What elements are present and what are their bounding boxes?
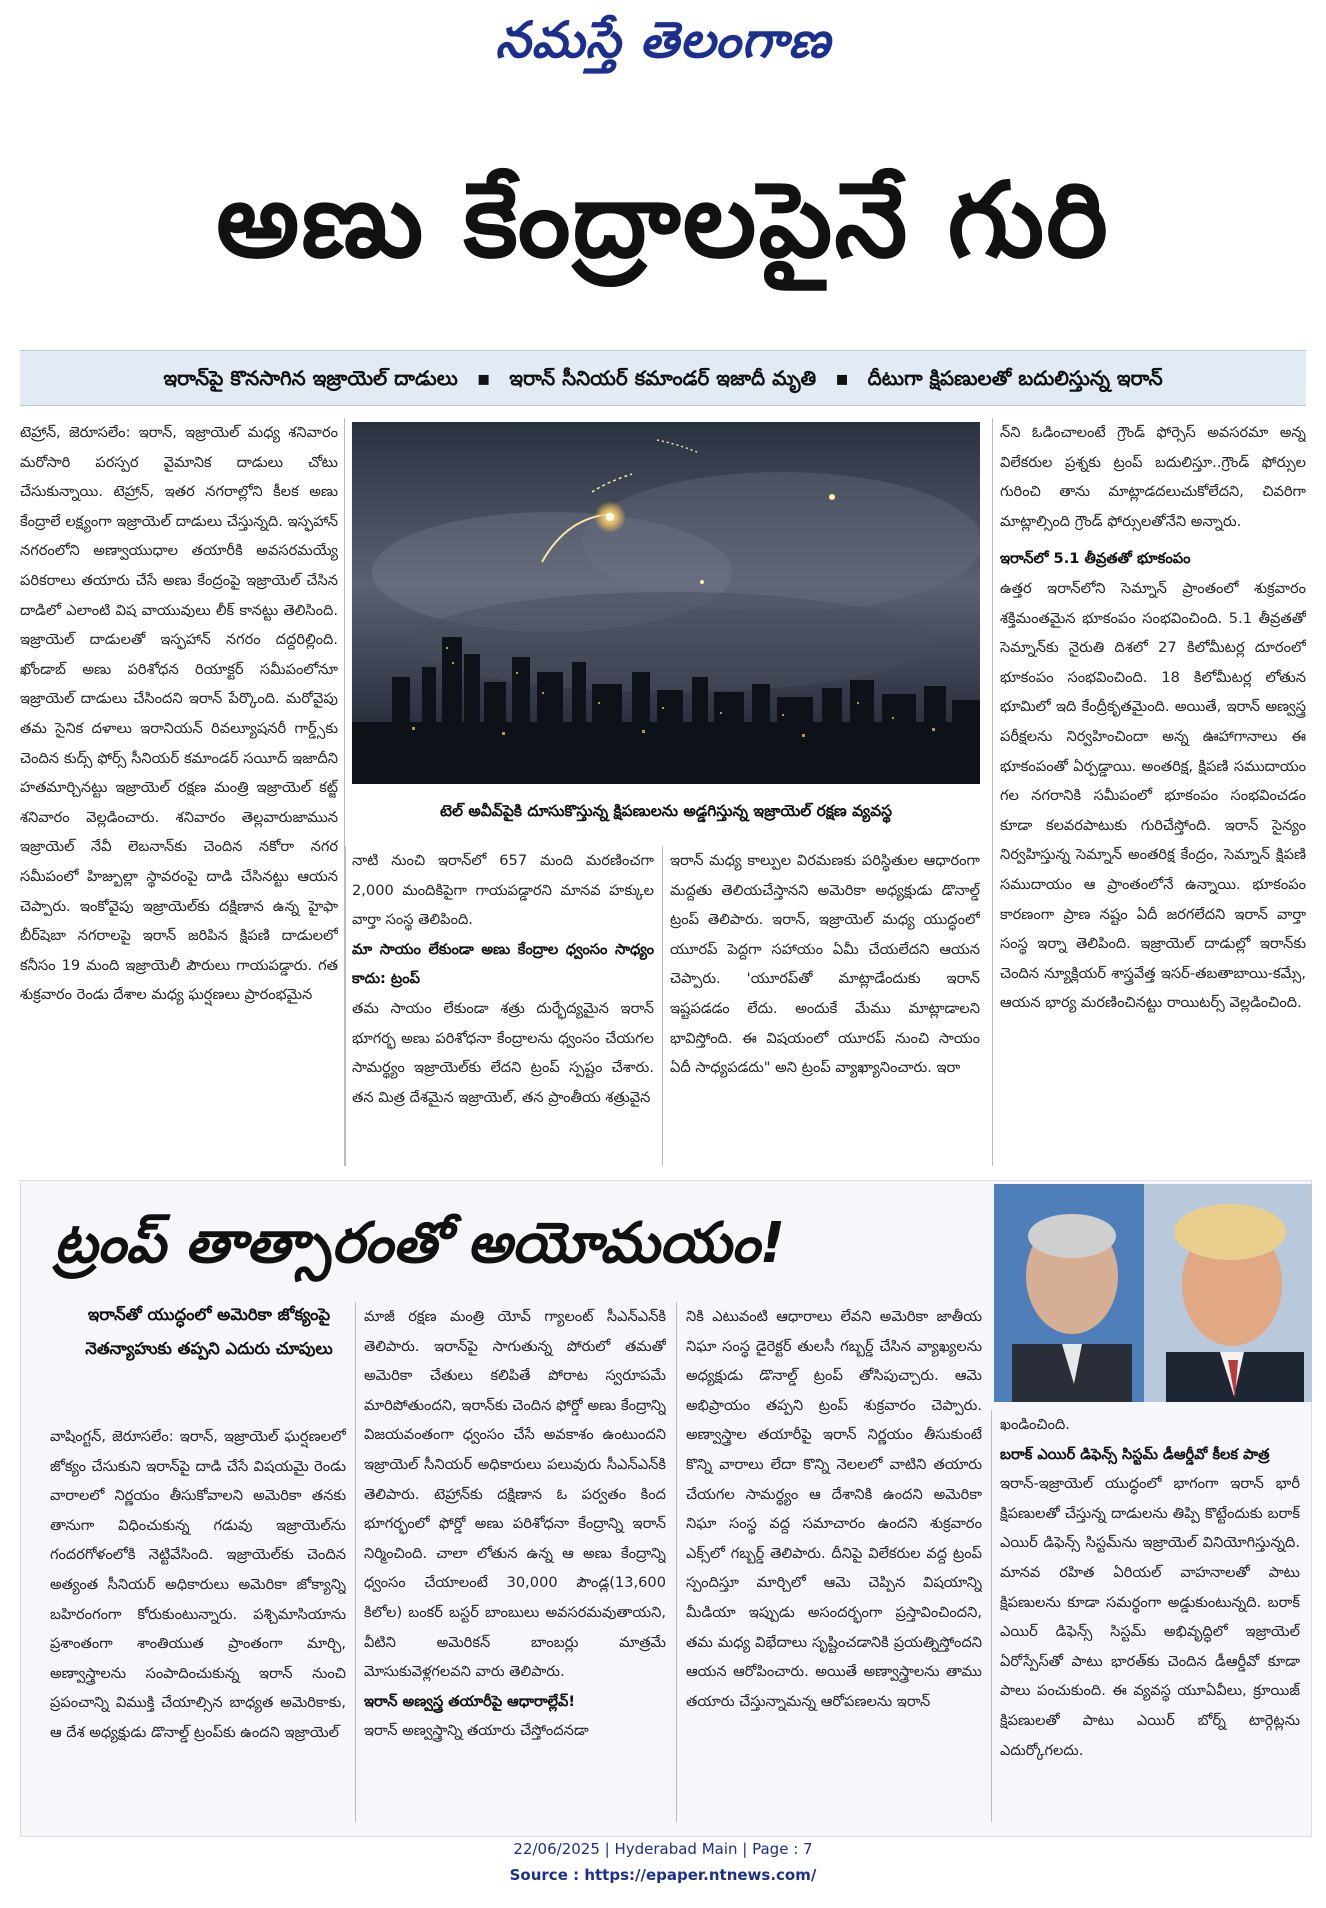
subhead-separator: ▪	[835, 366, 849, 390]
lead-column-2	[352, 846, 654, 1166]
second-column-4-text: ఖండించింది.	[1000, 1416, 1070, 1433]
footer-edition-line: 22/06/2025 | Hyderabad Main | Page : 7	[513, 1840, 813, 1858]
second-column-2-text: మాజీ రక్షణ మంత్రి యోవ్ గ్యాలంట్ సీఎన్ఎన్‌కి తెలిపారు. ఇరాన్‌పై సాగుతున్న పోరులో తమతో అమెరికా చేతులు కలిపితే పోరాట స్వరూపమే మారిపోతుందని, ఇరాన్‌కు చెందిన ఫోర్డో అణు కేంద్రాన్ని విజయవంతంగా ధ్వంసం చేసే అవకాశం ఉంటుందని ఇజ్రాయెల్ సీనియర్ అధికారులు పలువురు సీఎన్ఎన్‌కి తెలిపారు. టెహ్రాన్‌కు దక్షిణాన ఓ పర్వతం కింద భూగర్భంలో ఫోర్డో అణు పరిశోధనా కేంద్రాన్ని ఇరాన్ నిర్మించింది. చాలా లోతున ఉన్న ఆ అణు కేంద్రాన్ని ధ్వంసం చేయాలంటే 30,000 పౌండ్ల(13,600 కిలోల) బంకర్ బస్టర్ బాంబులు అవసరమవుతాయని, వీటిని అమెరికన్ బాంబర్లు మాత్రమే మోసుకువెళ్లగలవని వారు తెలిపారు.	[364, 1308, 666, 1681]
second-column-3-text: నికి ఎటువంటి ఆధారాలు లేవని అమెరికా జాతీయ నిఘా సంస్థ డైరెక్టర్ తులసీ గబ్బర్డ్ చేసిన వ్యాఖ్యలను అధ్యక్షుడు డొనాల్డ్ ట్రంప్ తోసిపుచ్చారు. ఆమె అభిప్రాయం తప్పని ట్రంప్ శుక్రవారం చెప్పారు. అణ్వాస్త్రాల తయారీపై ఇరాన్ నిర్ణయం తీసుకుంటే కొన్ని వారాలు లేదా కొన్ని నెలలలో వాటిని తయారు చేయగల సామర్థ్యం ఆ దేశానికి ఉందని అమెరికా నిఘా సంస్థ వద్ద సమాచారం ఉందని శుక్రవారం ఎక్స్‌లో గబ్బర్డ్ తెలిపారు. దీనిపై విలేకరుల వద్ద ట్రంప్ స్పందిస్తూ మార్చిలో ఆమె చెప్పిన విషయాన్ని మీడియా ఇప్పుడు అసందర్భంగా ప్రస్తావించిందని, తమ మధ్య విభేదాలు సృష్టించడానికి ప్రయత్నిస్తోందని ఆయన ఆరోపించారు. అయితే అణ్వాస్త్రాలను తాము తయారు చేస్తున్నామన్న ఆరోపణలను ఇరాన్	[686, 1308, 982, 1710]
lead-column-2-subhead: మా సాయం లేకుండా అణు కేంద్రాల ధ్వంసం సాధ్యం కాదు: ట్రంప్	[352, 940, 654, 988]
second-column-4-subhead: బరాక్ ఎయిర్ డిఫెన్స్ సిస్టమ్ డీఆర్డీవో కీలక పాత్ర	[1000, 1445, 1270, 1463]
second-column-1	[50, 1422, 346, 1822]
lead-column-3-text: ఇరాన్ మధ్య కాల్పుల విరమణకు పరిస్థితుల ఆధారంగా మద్దతు తెలియచేస్తానని అమెరికా అధ్యక్షుడు డొనాల్డ్ ట్రంప్ తెలిపారు. ఇరాన్, ఇజ్రాయెల్ మధ్య యుద్ధంలో యూరప్ పెద్దగా సహాయం ఏమీ చేయలేదని ఆయన చెప్పారు. 'యూరప్‌తో మాట్లాడేందుకు ఇరాన్ ఇష్టపడడం లేదు. అందుకే మేము మాట్లాడాలని భావిస్తోంది. ఈ విషయంలో యూరప్ నుంచి సాయం ఏదీ సాధ్యపడదు" అని ట్రంప్ వ్యాఖ్యానించారు. ఇరా	[670, 852, 980, 1077]
lead-column-3	[670, 846, 980, 1166]
second-column-2-text-cont: ఇరాన్ అణ్వస్త్రాన్ని తయారు చేస్తోందనడా	[364, 1722, 589, 1740]
lead-column-4-subhead: ఇరాన్‌లో 5.1 తీవ్రతతో భూకంపం	[1000, 550, 1191, 568]
lead-column-2-text: నాటి నుంచి ఇరాన్‌లో 657 మంది మరణించగా 2,000 మందికిపైగా గాయపడ్డారని మానవ హక్కుల వార్తా సంస్థ తెలిపింది.	[352, 852, 654, 929]
column-divider	[662, 846, 663, 1166]
lead-subhead-1: ఇరాన్‌పై కొనసాగిన ఇజ్రాయెల్ దాడులు	[163, 366, 458, 390]
lead-column-1	[20, 418, 338, 1166]
second-story-headline: ట్రంప్ తాత్సారంతో అయోమయం!	[54, 1211, 786, 1276]
lead-subhead-bar	[20, 350, 1306, 406]
second-column-1-text: వాషింగ్టన్, జెరూసలేం: ఇరాన్, ఇజ్రాయెల్ ఘర్షణలలో జోక్యం చేసుకుని ఇరాన్‌పై దాడి చేసే విషయమై రెండు వారాలలో నిర్ణయం తీసుకోవాలని అమెరికా తనకు తానుగా విధించుకున్న గడువు ఇజ్రాయెల్‌ను గందరగోళంలోకి నెట్టివేసింది. ఇజ్రాయెల్‌కు చెందిన అత్యంత సీనియర్ అధికారులు అమెరికా జోక్యాన్ని బహిరంగంగా కోరుకుంటున్నారు. పశ్చిమాసియాను ప్రశాంతంగా శాంతియుత ప్రాంతంగా మార్చి, అణ్వాస్త్రాలను సంపాదించుకున్న ఇరాన్ నుంచి ప్రపంచాన్ని విముక్తి చేయాల్సిన బాధ్యత అమెరికాకు, ఆ దేశ అధ్యక్షుడు డొనాల్డ్ ట్రంప్‌కు ఉందని ఇజ్రాయెల్	[50, 1428, 346, 1741]
second-story-deck: ఇరాన్‌తో యుద్ధంలో అమెరికా జోక్యంపై నెతన్యాహుకు తప్పని ఎదురు చూపులు	[85, 1305, 333, 1358]
subhead-separator: ▪	[476, 366, 491, 390]
lead-headline: అణు కేంద్రాలపైనే గురి	[216, 159, 1110, 281]
column-divider	[991, 1410, 992, 1822]
masthead-logo: నమస్తే తెలంగాణ	[495, 10, 831, 69]
night-skyline-image	[352, 422, 980, 784]
second-column-4-text-cont: ఇరాన్-ఇజ్రాయెల్ యుద్ధంలో భాగంగా ఇరాన్ భారీ క్షిపణులతో చేస్తున్న దాడులను తిప్పి కొట్టేందుకు బరాక్ ఎయిర్ డిఫెన్స్ సిస్టమ్‌ను ఇజ్రాయెల్ వినియోగిస్తున్నది. మానవ రహిత ఏరియల్ వాహనాలతో పాటు క్షిపణులను కూడా సమర్థంగా అడ్డుకుంటున్నది. బరాక్ ఎయిర్ డిఫెన్స్ సిస్టమ్ అభివృద్ధిలో ఇజ్రాయెల్ ఏరోస్పేస్‌తో పాటు భారత్‌కు చెందిన డీఆర్డీవో కూడా పాలు పంచుకుంది. ఈ వ్యవస్థ యూఏవీలు, క్రూయిజ్ క్షిపణులతో పాటు ఎయిర్ బోర్న్ టార్గెట్లను ఎదుర్కోగలదు.	[1000, 1475, 1300, 1759]
photo-caption: టెల్ అవీవ్‌పైకి దూసుకొస్తున్న క్షిపణులను అడ్డగిస్తున్న ఇజ్రాయెల్ రక్షణ వ్యవస్థ	[352, 784, 980, 838]
leaders-portrait-image	[994, 1184, 1312, 1402]
second-column-2	[364, 1302, 666, 1822]
column-divider	[992, 418, 993, 1166]
lead-subhead-line	[20, 351, 1306, 405]
lead-column-1-text: టెహ్రాన్, జెరూసలేం: ఇరాన్, ఇజ్రాయెల్ మధ్య శనివారం మరోసారి పరస్పర వైమానిక దాడులు చోటు చేసుకున్నాయి. టెహ్రాన్, ఇతర నగరాల్లోని కీలక అణు కేంద్రాలే లక్ష్యంగా ఇజ్రాయెల్ దాడులు చేస్తున్నది. ఇస్ఫహాన్ నగరంలోని అణ్వాయుధాల తయారీకి అవసరమయ్యే పరికరాలు తయారు చేసే అణు కేంద్రంపై ఇజ్రాయెల్ చేసిన దాడిలో ఎలాంటి విష వాయువులు లీక్ కానట్టు తెలిసింది. ఇజ్రాయెల్ దాడులతో ఇస్ఫహాన్ నగరం దద్దరిల్లింది. ఖోండాబ్ అణు పరిశోధన రియాక్టర్ సమీపంలోనూ ఇజ్రాయెల్ దాడులు చేసిందని ఇరాన్ పేర్కొంది. మరోవైపు తమ సైనిక దళాలు ఇరానియన్ రివల్యూషనరీ గార్డ్స్‌కు చెందిన కుద్స్ ఫోర్స్ సీనియర్ కమాండర్ సయీద్ ఇజాదీని హతమార్చినట్టు ఇజ్రాయెల్ రక్షణ మంత్రి ఇజ్రాయెల్ కట్జ్ శనివారం వెల్లడించారు. శనివారం తెల్లవారుజామున ఇజ్రాయెల్ నేవీ లెబనాన్‌కు చెందిన నకోరా నగర సమీపంలో హిజ్బుల్లా స్థావరంపై దాడి చేసినట్టు ఆయన చెప్పారు. ఇంకోవైపు ఇజ్రాయెల్‌కు దక్షిణాన ఉన్న హైఫా బీర్‌షెబా నగరాలపై ఇరాన్ జరిపిన క్షిపణి దాడులలో కనీసం 19 మంది ఇజ్రాయెలీ పౌరులు గాయపడ్డారు. గత శుక్రవారం రెండు దేశాల మధ్య ఘర్షణలు ప్రారంభమైన	[20, 424, 338, 1004]
column-divider	[355, 1302, 356, 1822]
lead-column-4-text-cont: ఉత్తర ఇరాన్‌లోని సెమ్నాన్ ప్రాంతంలో శుక్రవారం శక్తిమంతమైన భూకంపం సంభవించింది. 5.1 తీవ్రతతో సెమ్నాన్‌కు నైరుతి దిశలో 27 కిలోమీటర్ల దూరంలో భూకంపం సంభవించింది. 18 కిలోమీటర్ల లోతున భూమిలో ఇది కేంద్రీకృతమైంది. అయితే, ఇరాన్ అణ్వస్త్ర పరీక్షలను నిర్వహించిందా అన్న ఊహాగానాలు ఈ భూకంపంతో ఏర్పడ్డాయి. అంతరిక్ష, క్షిపణి సముదాయం గల నగరానికి సమీపంలో భూకంపం సంభవించడం కూడా కలవరపాటుకు గురిచేస్తోంది. ఇరాన్ సైన్యం నిర్వహిస్తున్న సెమ్నాన్ అంతరిక్ష కేంద్రం, సెమ్నాన్ క్షిపణి సముదాయం ఆ ప్రాంతంలోనే ఉన్నాయి. భూకంపం కారణంగా ప్రాణ నష్టం ఏదీ జరగలేదని ఇరాన్ వార్తా సంస్థ ఇర్నా తెలిపింది. ఇజ్రాయెల్ దాడుల్లో ఇరాన్‌కు చెందిన న్యూక్లియర్ శాస్త్రవేత్త ఇసర్-తబతాబాయి-కమ్సే, ఆయన భార్య మరణించినట్టు రాయిటర్స్ వెల్లడించింది.	[1000, 579, 1306, 1012]
column-divider	[345, 846, 346, 1166]
second-column-2-subhead: ఇరాన్ అణ్వస్త్ర తయారీపై ఆధారాల్లేవ్!	[364, 1692, 576, 1710]
second-column-4	[1000, 1410, 1300, 1822]
second-column-3	[686, 1302, 982, 1822]
lead-column-4	[1000, 418, 1306, 1166]
leaders-portrait-photo	[994, 1184, 1312, 1402]
footer-source-link[interactable]: Source : https://epaper.ntnews.com/	[509, 1866, 817, 1884]
missile-interception-photo	[352, 422, 980, 784]
lead-subhead-3: దీటుగా క్షిపణులతో బదులిస్తున్న ఇరాన్	[867, 366, 1163, 390]
lead-subhead-2: ఇరాన్ సీనియర్ కమాండర్ ఇజాదీ మృతి	[509, 366, 817, 390]
lead-column-2-text-cont: తమ సాయం లేకుండా శత్రు దుర్భేద్యమైన ఇరాన్ భూగర్భ అణు పరిశోధనా కేంద్రాలను ధ్వంసం చేయగల సామర్థ్యం ఇజ్రాయెల్‌కు లేదని ట్రంప్ స్పష్టం చేశారు. తన మిత్ర దేశమైన ఇజ్రాయెల్, తన ప్రాంతీయ శత్రువైన	[352, 999, 654, 1106]
column-divider	[676, 1302, 677, 1822]
lead-column-4-text: న్‌ని ఓడించాలంటే గ్రౌండ్ ఫోర్సెస్ అవసరమా అన్న విలేకరుల ప్రశ్నకు ట్రంప్ బదులిస్తూ..గ్రౌండ్ ఫోర్సుల గురించి తాను మాట్లాడదలుచుకోలేదని, చివరిగా మాట్లాల్సింది గ్రౌండ్ ఫోర్సులతోనేని అన్నారు.	[1000, 424, 1306, 530]
